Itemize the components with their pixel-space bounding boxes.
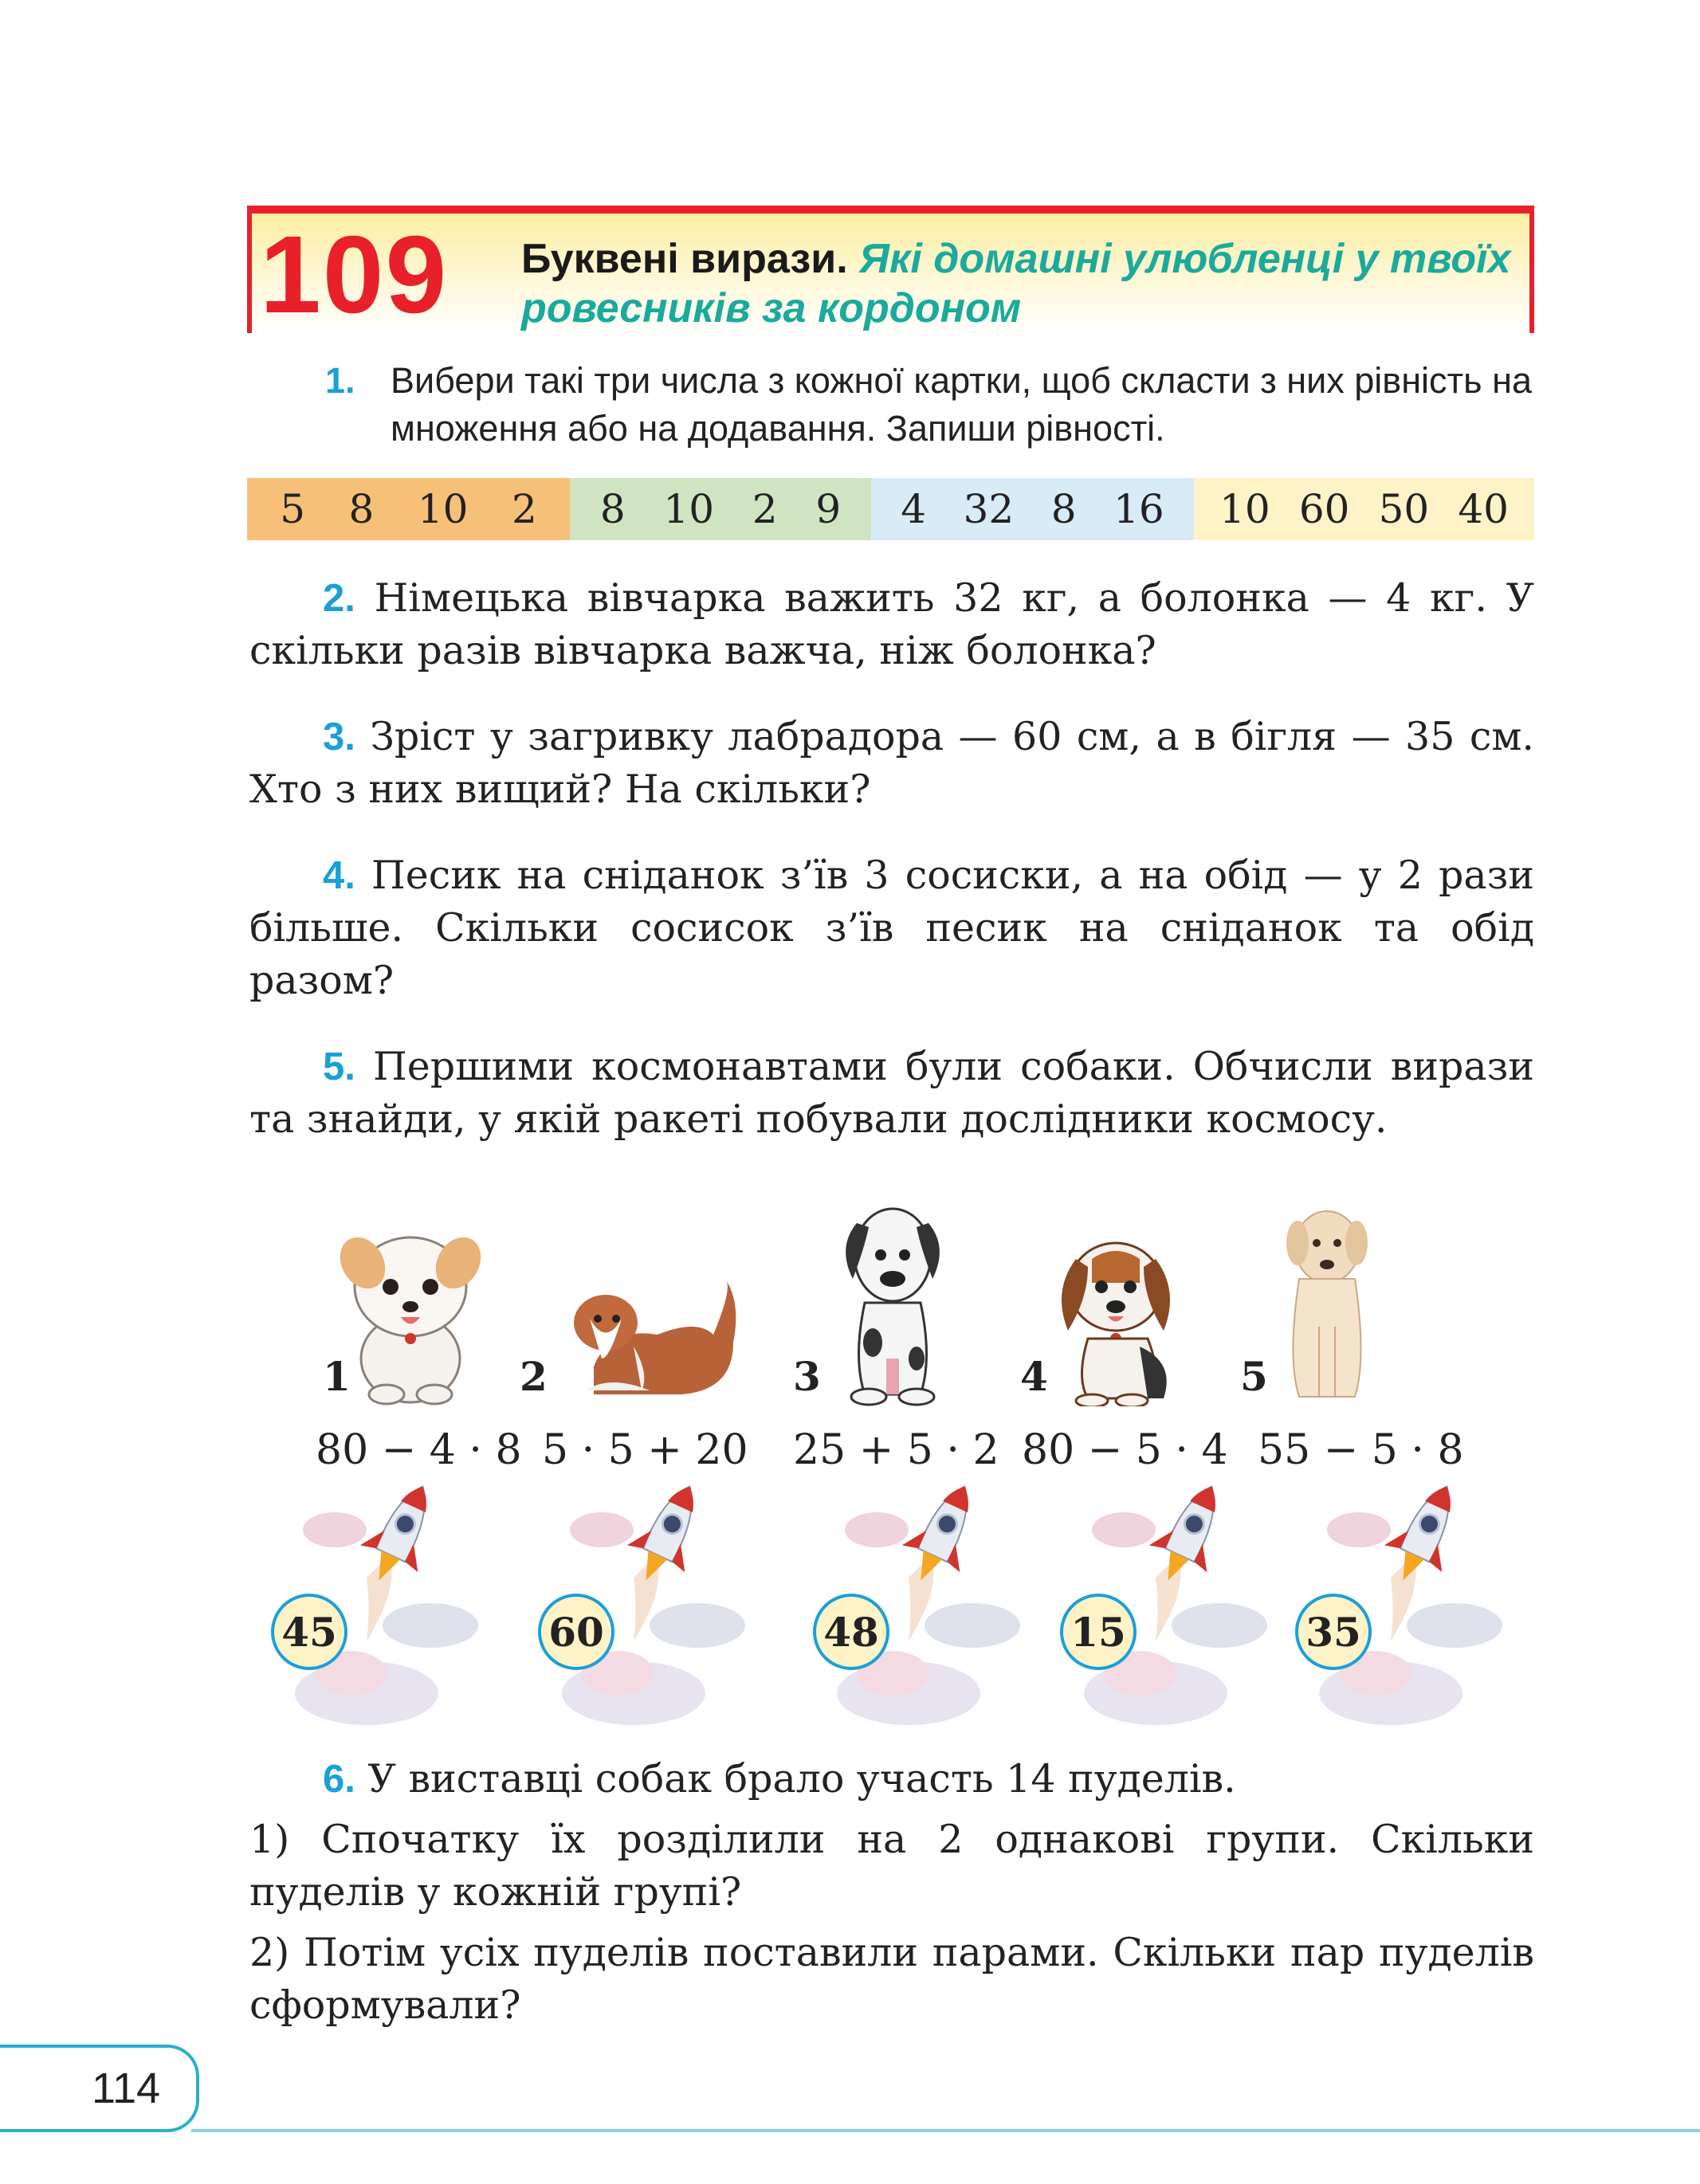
task-6-intro-line xyxy=(249,1753,1534,1806)
footer-line xyxy=(191,2129,1700,2132)
task-6 xyxy=(249,1753,1534,2032)
task-1-number: 1. xyxy=(325,360,355,401)
task-3-number: 3. xyxy=(323,716,355,759)
card-number: 8 xyxy=(1050,486,1077,532)
task-2-number: 2. xyxy=(323,577,355,620)
dog-label: 4 xyxy=(1020,1353,1048,1400)
answer-circle: 48 xyxy=(813,1594,889,1670)
card-number: 60 xyxy=(1298,486,1350,532)
card-number: 8 xyxy=(348,486,375,532)
dog-label: 5 xyxy=(1240,1353,1268,1400)
beagle-illustration xyxy=(1044,1227,1192,1406)
lesson-title-main: Буквені вирази. xyxy=(521,236,848,282)
task-4-text: Песик на сніданок з’їв 3 сосиски, а на обід — у 2 рази більше. Скільки сосисок з’їв песик на сніданок та обід разом? xyxy=(249,853,1535,1003)
card-number: 10 xyxy=(663,486,715,532)
card-number: 50 xyxy=(1378,486,1430,532)
card-number: 16 xyxy=(1113,486,1164,532)
card-number: 32 xyxy=(963,486,1015,532)
task-1-text: Вибери такі три числа з кожної картки, щоб скласти з них рівність на множення або на додавання. Запиши рівності. xyxy=(391,360,1532,449)
task-5-number: 5. xyxy=(323,1045,355,1088)
task-6-intro: У виставці собак брало участь 14 пуделів. xyxy=(367,1756,1236,1802)
number-card-2 xyxy=(570,478,871,540)
rocket-4 xyxy=(1060,1482,1283,1737)
rocket-5 xyxy=(1295,1482,1518,1737)
answer-circle: 35 xyxy=(1295,1594,1372,1670)
card-number: 2 xyxy=(511,486,537,532)
header-right-bar xyxy=(1529,214,1534,333)
expression-1: 80 − 4 · 8 xyxy=(316,1426,522,1474)
header-left-bar xyxy=(247,214,252,333)
lesson-title xyxy=(521,234,1517,333)
card-number: 40 xyxy=(1458,486,1509,532)
dog-label: 1 xyxy=(323,1353,351,1400)
task-3 xyxy=(249,711,1534,816)
expression-3: 25 + 5 · 2 xyxy=(793,1426,999,1474)
rocket-3 xyxy=(813,1482,1036,1737)
task-2 xyxy=(249,572,1534,677)
task-5 xyxy=(249,1041,1534,1146)
expression-5: 55 − 5 · 8 xyxy=(1258,1426,1464,1474)
dog-label: 2 xyxy=(520,1353,548,1400)
task-6-number: 6. xyxy=(323,1758,355,1801)
card-number: 8 xyxy=(599,486,626,532)
lesson-subtitle: Які домашні улюбленці у твоїх ровесників за кордоном xyxy=(521,236,1511,331)
task-2-text: Німецька вівчарка важить 32 кг, а болонка — 4 кг. У скільки разів вівчарка важча, ніж болонка? xyxy=(249,575,1535,673)
card-number: 5 xyxy=(280,486,306,532)
task-4-number: 4. xyxy=(323,854,355,897)
expression-4: 80 − 5 · 4 xyxy=(1022,1426,1228,1474)
answer-circle: 45 xyxy=(271,1594,347,1670)
puppy-illustration xyxy=(339,1223,482,1406)
card-number: 9 xyxy=(815,486,842,532)
task-4 xyxy=(249,849,1534,1007)
rocket-1 xyxy=(271,1482,494,1737)
sitting-dog-illustration xyxy=(821,1199,964,1406)
expression-2: 5 · 5 + 20 xyxy=(542,1426,748,1474)
rocket-2 xyxy=(538,1482,761,1737)
lying-dog-illustration xyxy=(562,1271,741,1406)
task-6-question-1: 1) Спочатку їх розділили на 2 однакові групи. Скільки пуделів у кожній групі? xyxy=(249,1817,1534,1915)
lesson-header xyxy=(247,206,1534,335)
task-5-text: Першими космонавтами були собаки. Обчисли вирази та знайди, у якій ракеті побували дослідники космосу. xyxy=(249,1044,1535,1142)
task-3-text: Зріст у загривку лабрадора — 60 см, а в бігля — 35 см. Хто з них вищий? На скільки? xyxy=(249,714,1535,812)
card-number: 2 xyxy=(752,486,778,532)
number-card-4 xyxy=(1194,478,1534,540)
page-number: 114 xyxy=(92,2064,161,2112)
number-cards xyxy=(247,478,1534,540)
lesson-number: 109 xyxy=(260,214,449,336)
answer-circle: 60 xyxy=(538,1594,614,1670)
task-6-question-2: 2) Потім усіх пуделів поставили парами. Скільки пар пуделів сформували? xyxy=(249,1930,1534,2028)
number-card-3 xyxy=(871,478,1194,540)
task-1 xyxy=(249,357,1534,453)
card-number: 4 xyxy=(901,486,927,532)
number-card-1 xyxy=(247,478,570,540)
answer-circle: 15 xyxy=(1060,1594,1137,1670)
dog-label: 3 xyxy=(793,1353,821,1400)
labrador-illustration xyxy=(1275,1199,1379,1406)
card-number: 10 xyxy=(1219,486,1270,532)
card-number: 10 xyxy=(417,486,469,532)
